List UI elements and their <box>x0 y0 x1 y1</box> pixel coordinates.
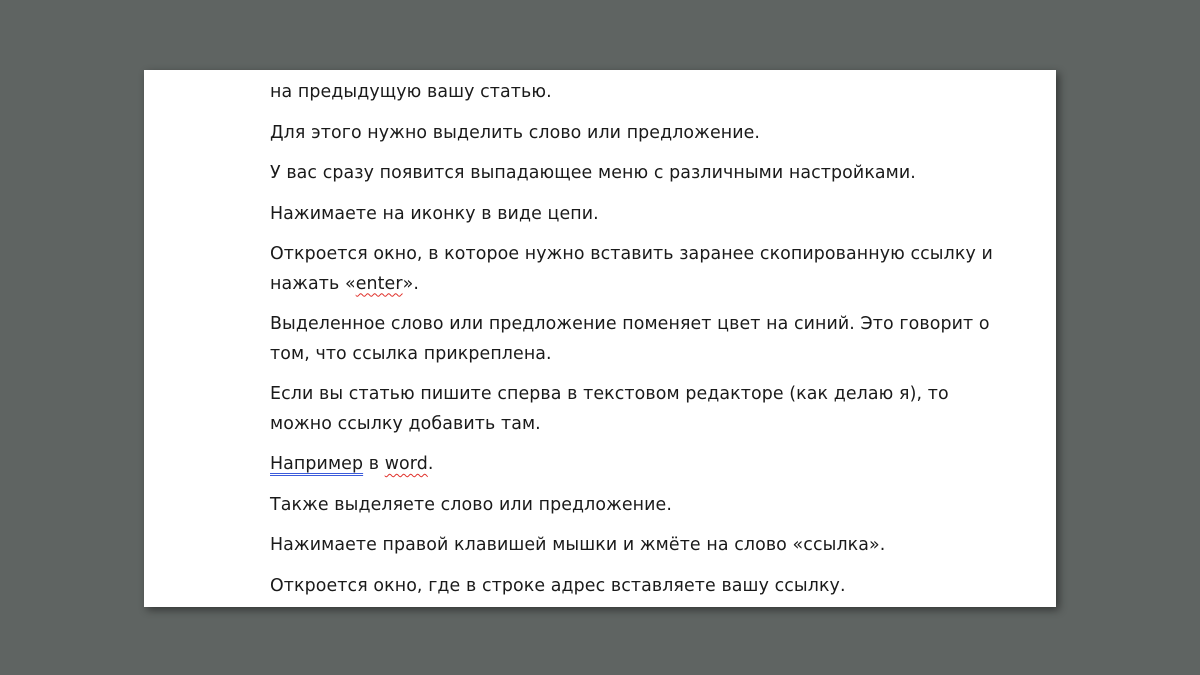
enter-line-suffix: ». <box>402 273 419 294</box>
paragraph <box>270 310 1000 369</box>
paragraph: Для этого нужно выделить слово или предложение. <box>270 122 761 143</box>
enter-line-prefix: нажать « <box>270 273 356 294</box>
document-body <box>270 78 1000 607</box>
word-line-suffix: . <box>427 454 434 474</box>
spelling-error-word: word <box>384 454 428 474</box>
paragraph-line: можно ссылку добавить там. <box>270 413 541 434</box>
paragraph <box>270 240 1000 299</box>
paragraph: на предыдущую вашу статью. <box>270 82 552 102</box>
paragraph: Нажимаете на иконку в виде цепи. <box>270 203 599 224</box>
paragraph: Откроется окно, где в строке адрес вставляете вашу ссылку. <box>270 575 846 596</box>
paragraph-line: Выделенное слово или предложение поменяет цвет на синий. Это говорит о <box>270 314 990 334</box>
paragraph <box>270 380 1000 439</box>
paragraph: Также выделяете слово или предложение. <box>270 494 672 515</box>
paragraph-line: Откроется окно, в которое нужно вставить заранее скопированную ссылку и <box>270 244 993 264</box>
paragraph-line: том, что ссылка прикреплена. <box>270 343 552 364</box>
spelling-error-word: enter <box>355 273 403 294</box>
word-line-middle: в <box>363 454 385 474</box>
paragraph <box>270 450 1000 480</box>
paragraph: У вас сразу появится выпадающее меню с различными настройками. <box>270 163 916 183</box>
grammar-flagged-word: Например <box>270 454 364 474</box>
document-page <box>144 70 1056 607</box>
paragraph-line: Если вы статью пишите сперва в текстовом редакторе (как делаю я), то <box>270 384 949 404</box>
paragraph: Нажимаете правой клавишей мышки и жмёте на слово «ссылка». <box>270 535 886 555</box>
